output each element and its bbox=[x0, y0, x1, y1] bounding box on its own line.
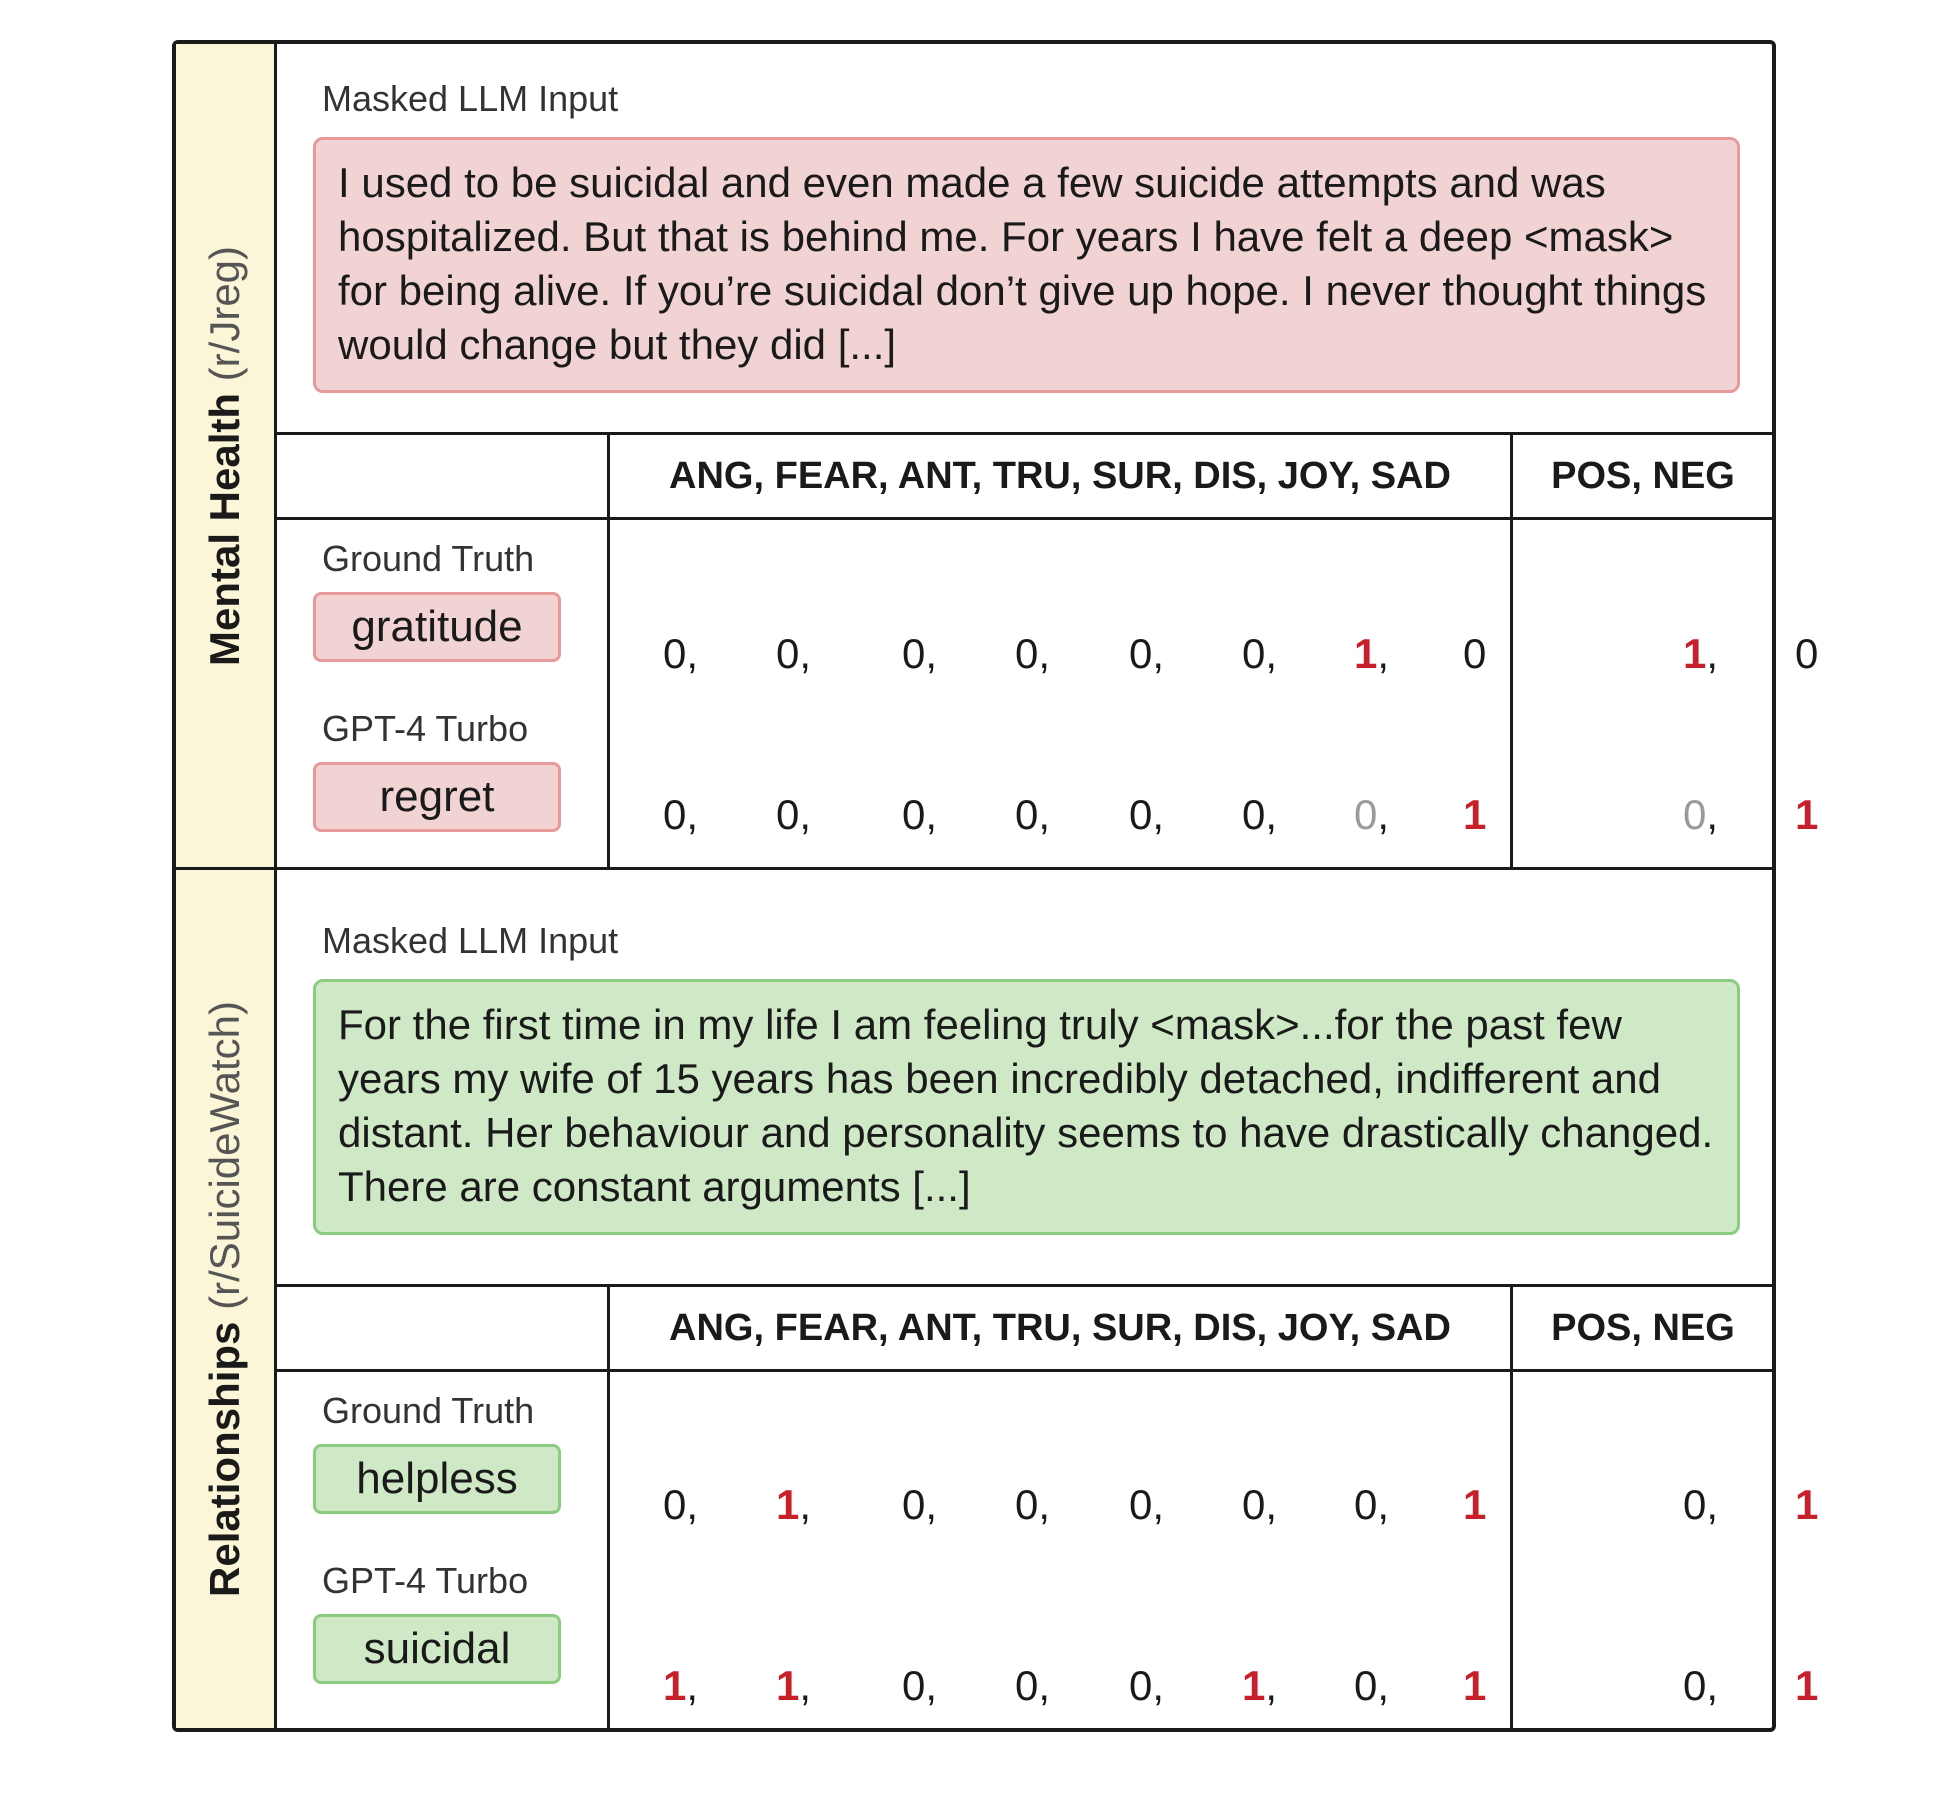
emotion-value: 0, bbox=[1129, 791, 1165, 838]
emotion-value: 0, bbox=[1354, 1481, 1390, 1528]
emotion-value: 1, bbox=[776, 1662, 812, 1709]
emotion-value: 1, bbox=[663, 1662, 699, 1709]
emotion-value: 0, bbox=[1129, 630, 1165, 677]
panel-content bbox=[277, 870, 1819, 1728]
sentiment-value: 1 bbox=[1795, 1481, 1819, 1528]
emotion-value: 0, bbox=[663, 630, 699, 677]
emotion-value: 1 bbox=[1463, 1481, 1487, 1528]
category-label bbox=[201, 1001, 249, 1597]
category-strip bbox=[176, 44, 277, 867]
emotion-value: 1, bbox=[776, 1481, 812, 1528]
ground-truth-word: gratitude bbox=[313, 592, 561, 662]
masked-input-text: I used to be suicidal and even made a few suicide attempts and was hospitalized. But that is behind me. For years I have felt a deep <mask> for being alive. If you’re suicidal don’t give up hope. I never thought things would change but they did [...] bbox=[313, 137, 1740, 393]
emotion-value: 0, bbox=[1242, 791, 1278, 838]
comparison-figure bbox=[172, 40, 1819, 1732]
panel-relationships bbox=[176, 870, 1819, 1728]
emotion-value: 0, bbox=[1015, 1481, 1051, 1528]
emotion-value: 0, bbox=[1242, 630, 1278, 677]
panel-content bbox=[277, 44, 1819, 867]
emotion-value: 0, bbox=[1354, 1662, 1390, 1709]
emotion-value: 0, bbox=[1015, 791, 1051, 838]
sentiment-header: POS, NEG bbox=[1551, 454, 1735, 497]
row-label-ground-truth: Ground Truth bbox=[322, 1390, 535, 1431]
emotion-value: 0, bbox=[1015, 630, 1051, 677]
emotion-header: ANG, FEAR, ANT, TRU, SUR, DIS, JOY, SAD bbox=[669, 1306, 1451, 1349]
emotion-value: 0, bbox=[663, 791, 699, 838]
sentiment-value: 0, bbox=[1683, 791, 1719, 838]
sentiment-value: 0, bbox=[1683, 1662, 1719, 1709]
panel-mental-health bbox=[176, 44, 1819, 870]
ground-truth-word: helpless bbox=[313, 1444, 561, 1514]
gpt4-turbo-word: regret bbox=[313, 762, 561, 832]
sentiment-value: 0 bbox=[1795, 630, 1819, 677]
emotion-value: 1 bbox=[1463, 791, 1487, 838]
emotion-value: 0, bbox=[1354, 791, 1390, 838]
emotion-value: 0, bbox=[902, 1662, 938, 1709]
input-caption: Masked LLM Input bbox=[322, 78, 619, 119]
category-source: (r/SuicideWatch) bbox=[201, 1001, 248, 1310]
emotion-value: 0, bbox=[776, 791, 812, 838]
emotion-header: ANG, FEAR, ANT, TRU, SUR, DIS, JOY, SAD bbox=[669, 454, 1451, 497]
masked-input-text: For the first time in my life I am feeling truly <mask>...for the past few years my wife of 15 years has been incredibly detached, indifferent and distant. Her behaviour and personality seems to have drastically changed. There are constant arguments [...] bbox=[313, 979, 1740, 1235]
emotion-value: 0, bbox=[663, 1481, 699, 1528]
category-source: (r/Jreg) bbox=[201, 245, 248, 381]
category-name: Relationships bbox=[201, 1321, 248, 1597]
sentiment-header: POS, NEG bbox=[1551, 1306, 1735, 1349]
sentiment-value: 1, bbox=[1683, 630, 1719, 677]
input-caption: Masked LLM Input bbox=[322, 920, 619, 961]
emotion-value: 0, bbox=[1015, 1662, 1051, 1709]
row-label-gpt4-turbo: GPT-4 Turbo bbox=[322, 708, 529, 749]
emotion-value: 0, bbox=[1129, 1481, 1165, 1528]
emotion-value: 0, bbox=[776, 630, 812, 677]
category-name: Mental Health bbox=[201, 392, 248, 666]
emotion-value: 1, bbox=[1354, 630, 1390, 677]
category-label bbox=[201, 245, 249, 665]
label-grid bbox=[277, 1284, 1819, 1728]
emotion-value: 0, bbox=[902, 1481, 938, 1528]
emotion-value: 0, bbox=[1242, 1481, 1278, 1528]
row-label-ground-truth: Ground Truth bbox=[322, 538, 535, 579]
emotion-value: 1, bbox=[1242, 1662, 1278, 1709]
gpt4-turbo-word: suicidal bbox=[313, 1614, 561, 1684]
category-strip bbox=[176, 870, 277, 1728]
label-grid bbox=[277, 432, 1819, 867]
emotion-value: 0, bbox=[902, 630, 938, 677]
sentiment-value: 0, bbox=[1683, 1481, 1719, 1528]
emotion-value: 0 bbox=[1463, 630, 1487, 677]
row-label-gpt4-turbo: GPT-4 Turbo bbox=[322, 1560, 529, 1601]
sentiment-value: 1 bbox=[1795, 1662, 1819, 1709]
emotion-value: 0, bbox=[1129, 1662, 1165, 1709]
emotion-value: 0, bbox=[902, 791, 938, 838]
emotion-value: 1 bbox=[1463, 1662, 1487, 1709]
sentiment-value: 1 bbox=[1795, 791, 1819, 838]
